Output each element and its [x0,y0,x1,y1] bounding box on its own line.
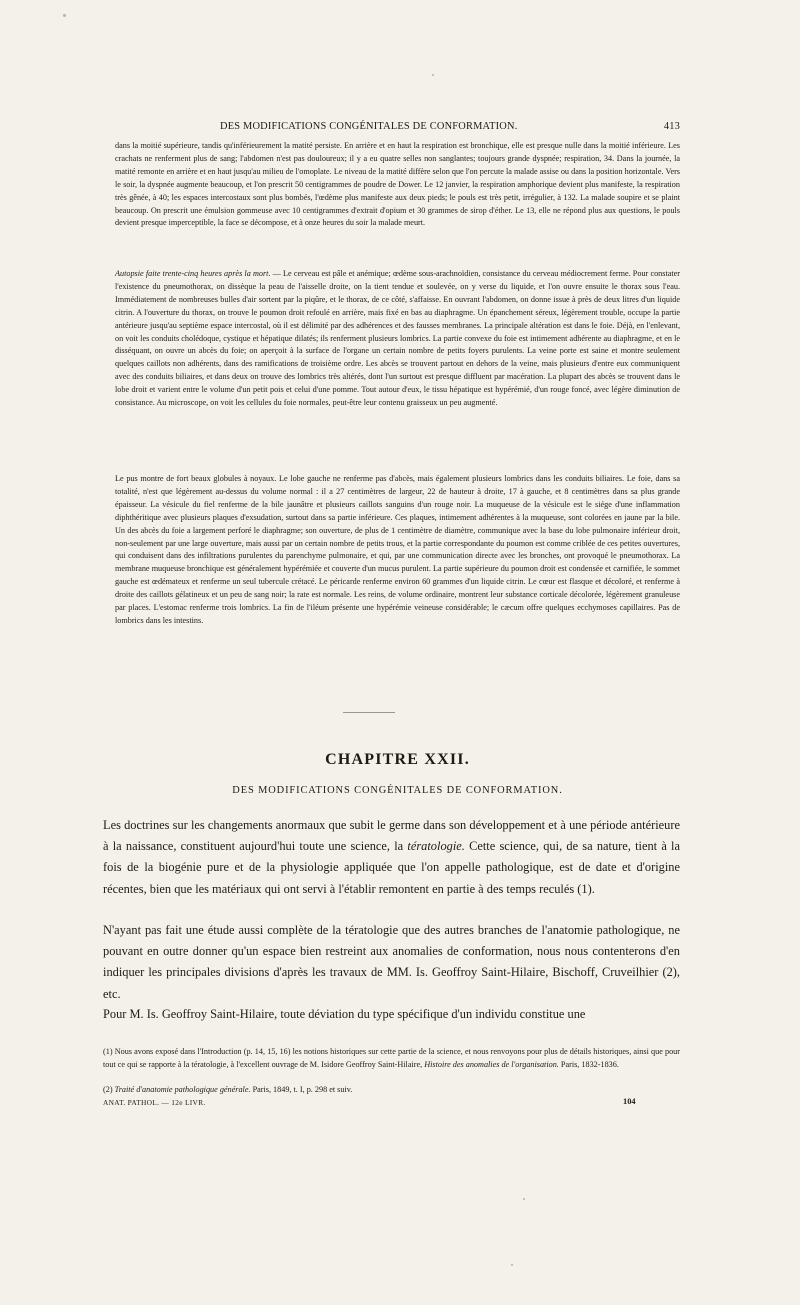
case-text-1: dans la moitié supérieure, tandis qu'inférieurement la matité persiste. En arrière et en haut la respiration est bronchique, elle est presque nulle dans la moitié inférieure. Les crachats ne renferment plus de sang; l'abdomen n'est pas douloureux; il y a eu quatre selles non sanglantes; toujours grande dyspnée; respiration, 34. Dans la journée, la matité remonte en arrière et en haut jusqu'au milieu de l'omoplate. Le niveau de la matité diffère selon que l'on percute la malade assise ou dans la position horizontale. Vers le soir, la dyspnée augmente beaucoup, et l'on prescrit 50 centigrammes de poudre de Dower. Le 12 janvier, la respiration amphorique devient plus manifeste, la respiration très gênée, à 40; les espaces intercostaux sont plus bombés, l'œdème plus manifeste aux deux pieds; le pouls est très petit, irrégulier, à 132. La malade soupire et se plaint beaucoup. On prescrit une émulsion gommeuse avec 10 centigrammes d'extrait d'opium et 30 grammes de sirop d'éther. Le 13, elle ne répond plus aux questions, le pouls devient presque imperceptible, la face se décompose, et à onze heures du soir la malade meurt. [115,141,680,228]
body-paragraph-3 [103,1004,680,1025]
autopsy-body: — Le cerveau est pâle et anémique; œdème sous-arachnoïdien, consistance du cerveau médiocrement ferme. Pour constater l'existence du pneumothorax, on dissèque la peau de l'aisselle droite, on la tient tendue et soulevée, on y verse du liquide, et l'on ouvre ensuite le thorax sous l'eau. Immédiatement de nombreuses bulles d'air sortent par la piqûre, et le thorax, de ce côté, s'affaisse. En ouvrant l'abdomen, on donne issue à près de deux litres d'un liquide citrin. A l'ouverture du thorax, on trouve le poumon droit refoulé en arrière, mais fixé en bas au diaphragme. Un épanchement séreux, légèrement trouble, occupe la partie antérieure jusqu'au septième espace intercostal, où il est délimité par des adhérences et des fausses membranes. La principale altération est dans le foie. Déjà, en l'enlevant, on voit les conduits cholédoque, cystique et hépatique dilatés; ils renferment plusieurs lombrics. La partie convexe du foie est intimement adhérente au diaphragme, et en le disséquant, on ouvre un abcès du foie; on aperçoit à la surface de l'organe un certain nombre de petits foyers purulents. La veine porte est saine et montre seulement quelques caillots non adhérents, dans des ramifications de troisième ordre. Les abcès se trouvent partout en dehors de la veine, mais plusieurs d'entre eux communiquent avec des conduits biliaires, et dans deux on trouve des lombrics très altérés, dont l'un surtout est presque diffluent par macération. La plupart des abcès se trouvent dans le lobe droit et varient entre le volume d'un petit pois et celui d'une pomme. Tout autour d'eux, le tissu hépatique est hypérémié, d'un rouge foncé, avec légère diminution de consistance. Au microscope, on voit les cellules du foie normales, peut-être leur contenu graisseux un peu augmenté. [115,269,680,408]
sheet-number: 104 [623,1097,636,1106]
footnote-2 [103,1084,680,1097]
body-text-1 [103,815,680,900]
case-report-paragraph-2 [115,268,680,410]
case-report-paragraph-1 [115,140,680,230]
footnote-2-title: Traité d'anatomie pathologique générale. [114,1085,251,1094]
section-divider [343,712,395,713]
chapter-subtitle: DES MODIFICATIONS CONGÉNITALES DE CONFORMATION. [232,785,563,796]
footnote-1b: Paris, 1832-1836. [558,1059,619,1069]
footnote-2a: (2) [103,1085,115,1094]
footnote-2b: Paris, 1849, t. I, p. 298 et suiv. [250,1085,353,1094]
page-number: 413 [663,121,680,132]
body-text-2: N'ayant pas fait une étude aussi complète de la tératologie que des autres branches de l'anatomie pathologique, ne pouvant en outre donner qu'un espace bien restreint aux anomalies de conformation, nous nous contenterons d'en indiquer les principales divisions d'après les travaux de MM. Is. Geoffroy Saint-Hilaire, Bischoff, Cruveilhier (2), etc. [103,923,680,1001]
body-text-3: Pour M. Is. Geoffroy Saint-Hilaire, toute déviation du type spécifique d'un individu constitue une [103,1007,586,1021]
footnote-1-title: Histoire des anomalies de l'organisation. [424,1059,559,1069]
running-header-title: DES MODIFICATIONS CONGÉNITALES DE CONFORMATION. [220,121,518,132]
printer-signature: ANAT. PATHOL. — 12e LIVR. [103,1098,206,1107]
body-paragraph-1 [103,815,680,900]
footnote-1 [103,1046,680,1071]
paper-speck [511,1264,513,1266]
autopsy-heading: Autopsie faite trente-cinq heures après la mort. [115,269,271,278]
case-text-3: Le pus montre de fort beaux globules à noyaux. Le lobe gauche ne renferme pas d'abcès, mais également plusieurs lombrics dans les conduits biliaires. Le foie, dans sa totalité, n'est que légèrement au-dessus du volume normal : il a 27 centimètres de largeur, 22 de hauteur à droite, 17 à gauche, et 8 centimètres dans sa plus grande épaisseur. La vésicule du fiel renferme de la bile jaunâtre et plusieurs caillots sanguins d'un rouge noir. La muqueuse de la vésicule est le siége d'une inflammation diphthéritique avec plusieurs plaques d'exsudation, surtout dans sa partie inférieure. Ces plaques, intimement adhérentes à la muqueuse, sont colorées en jaune par la bile. Un des abcès du foie a largement perforé le diaphragme; son ouverture, de plus de 1 centimètre de diamètre, communique avec la base du lobe pulmonaire inférieur droit, non-seulement par une large ouverture, mais aussi par un certain nombre de petits trous, et la partie correspondante du poumon est comme criblée de ces petites ouvertures, qui conduisent dans des infiltrations purulentes du parenchyme pulmonaire, et qui, par une communication directe avec les bronches, ont provoqué le pneumothorax. La membrane muqueuse bronchique est généralement hypérémiée et couverte d'un mucus purulent. La partie supérieure du poumon droit est condensée et carnifiée, le sommet gauche est œdémateux et renferme un seul tubercule crétacé. Le péricarde renferme environ 60 grammes d'un liquide citrin. Le cœur est flasque et décoloré, et renferme à droite des caillots gélatineux et un peu de sang noir; la rate est normale. Les reins, de volume ordinaire, montrent leur substance corticale décolorée, légèrement granuleuse par places. L'estomac renferme trois lombrics. La fin de l'iléum présente une hypérémie veineuse considérable; le cæcum offre quelques ecchymoses capillaires. Pas de lombrics dans les intestins. [115,474,680,625]
body-text-1a: Les doctrines sur les changements anormaux que subit le germe dans son développement et à une période antérieure à la naissance, constituent aujourd'hui toute une science, la [103,818,680,854]
body-paragraph-2 [103,920,680,1005]
chapter-title: CHAPITRE XXII. [325,751,470,768]
paper-speck [432,74,434,76]
running-header [115,121,680,135]
paper-speck [523,1198,525,1200]
case-report-paragraph-3 [115,473,680,628]
teratologie-term: tératologie. [407,839,465,854]
autopsy-text [115,268,680,410]
footnote-2-text [103,1084,680,1097]
footnote-1-text [103,1046,680,1071]
body-text-1b: Cette science, qui, de sa nature, tient à la fois de la biogénie pure et de la physiologie appliquée que l'on appelle pathologique, est de date et d'origine récentes, bien que les matériaux qui ont servi à l'établir remontent en partie à des temps reculés (1). [103,839,680,896]
paper-speck [63,14,66,17]
footnote-1a: (1) Nous avons exposé dans l'Introduction (p. 14, 15, 16) les notions historiques sur cette partie de la science, et nous renvoyons pour plus de détails historiques, ainsi que pour tout ce qui se rapporte à la tératologie, à l'excellent ouvrage de M. Isidore Geoffroy Saint-Hilaire, [103,1047,680,1069]
